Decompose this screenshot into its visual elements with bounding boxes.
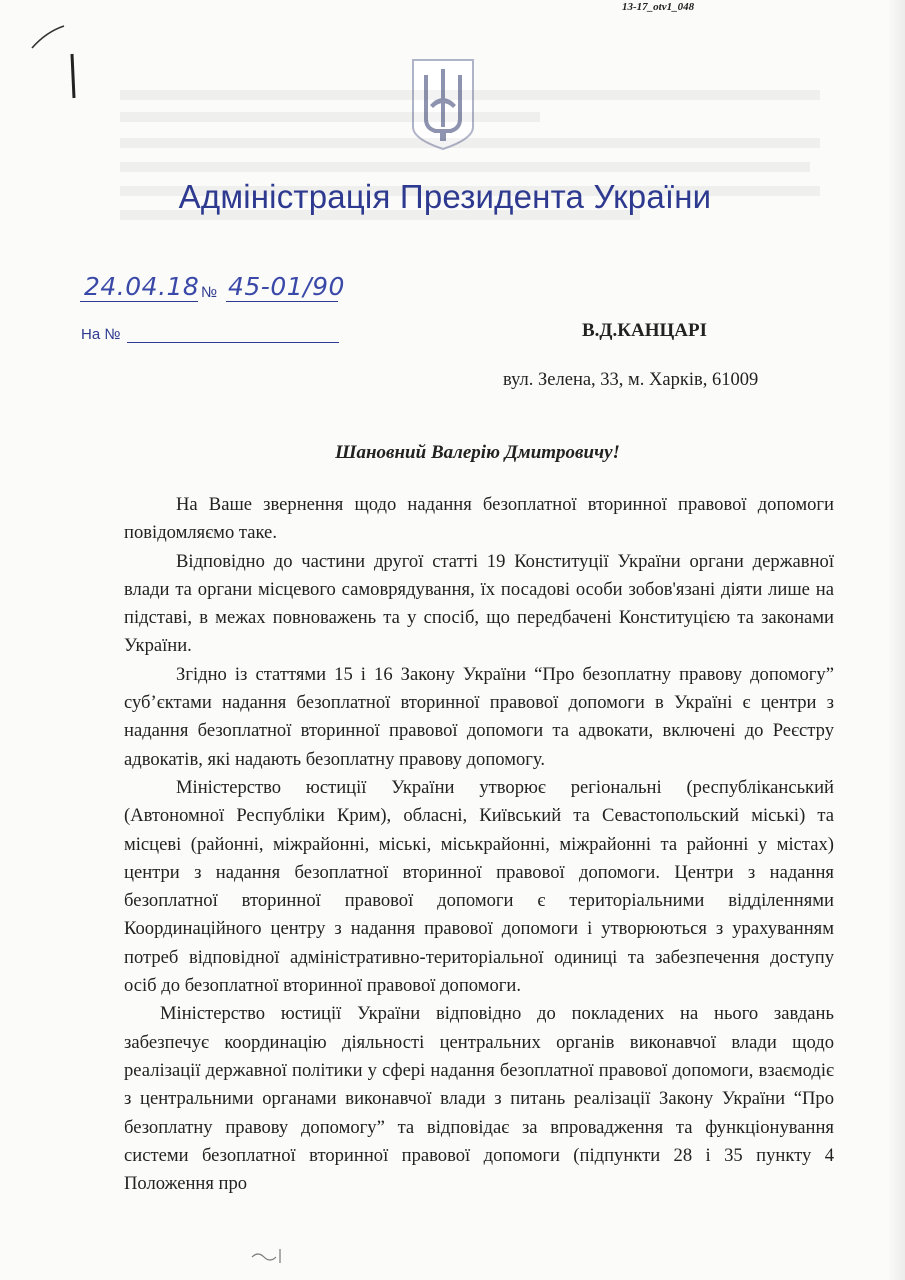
date-underline <box>80 301 198 302</box>
pen-mark-icon <box>28 10 88 100</box>
registration-date: 24.04.18 <box>84 272 200 301</box>
letter-body <box>124 491 834 1198</box>
back-page-bleed <box>120 88 840 248</box>
recipient-address: вул. Зелена, 33, м. Харків, 61009 <box>503 370 759 390</box>
paragraph: На Ваше звернення щодо надання безоплатної вторинної правової допомоги повідомляємо таке. <box>124 494 834 544</box>
registration-line <box>80 268 380 308</box>
salutation: Шановний Валерію Дмитровичу! <box>335 442 620 463</box>
trident-emblem-icon <box>410 57 476 151</box>
reference-underline <box>127 342 339 343</box>
registration-number: 45-01/90 <box>228 272 345 301</box>
scribble-mark-icon <box>250 1245 290 1265</box>
recipient-name: В.Д.КАНЦАРІ <box>582 320 708 341</box>
paragraph: Міністерство юстиції України відповідно до покладених на нього завдань забезпечує координацію діяльності центральних органів виконавчої влади щодо реалізації державної політики у сфері надання безоплатної правової допомоги, взаємодіє з центральними органами виконавчої влади з питань реалізації Закону України “Про безоплатну правову допомогу” та відповідає за впровадження та функціонування системи безоплатної вторинної правової допомоги (підпункти 28 і 35 пункту 4 Положення про <box>124 1003 834 1195</box>
reference-label: На № <box>81 326 121 343</box>
number-sign: № <box>201 284 218 301</box>
organization-title: Адміністрація Президента України <box>178 178 712 215</box>
paragraph: Відповідно до частини другої статті 19 Конституції України органи державної влади та органи місцевого самоврядування, їх посадові особи зобов'язані діяти лише на підставі, в межах повноважень та у спосіб, що передбачені Конституцією та законами України. <box>124 550 834 657</box>
paragraph: Міністерство юстиції України утворює регіональні (республіканський (Автономної Республіки Крим), обласні, Київський та Севастопольский міські) та місцеві (районні, міжрайонні, міські, міськрайонні, міжрайонні та районні у містах) центри з надання безоплатної вторинної правової допомоги. Центри з надання безоплатної вторинної правової допомоги є територіальними відділеннями Координаційного центру з надання правової допомоги і утворюються з урахуванням потреб відповідної адміністративно-територіальної одиниці та забезпечення доступу осіб до безоплатної вторинної правової допомоги. <box>124 776 834 997</box>
paragraph: Згідно із статтями 15 і 16 Закону України “Про безоплатну правову допомогу” суб’єктами надання безоплатної вторинної правової допомоги в Україні є центри з надання безоплатної вторинної правової допомоги та адвокати, включені до Реєстру адвокатів, які надають безоплатну правову допомогу. <box>124 663 834 770</box>
document-code: 13-17_otv1_048 <box>622 1 695 13</box>
number-underline <box>226 301 338 302</box>
